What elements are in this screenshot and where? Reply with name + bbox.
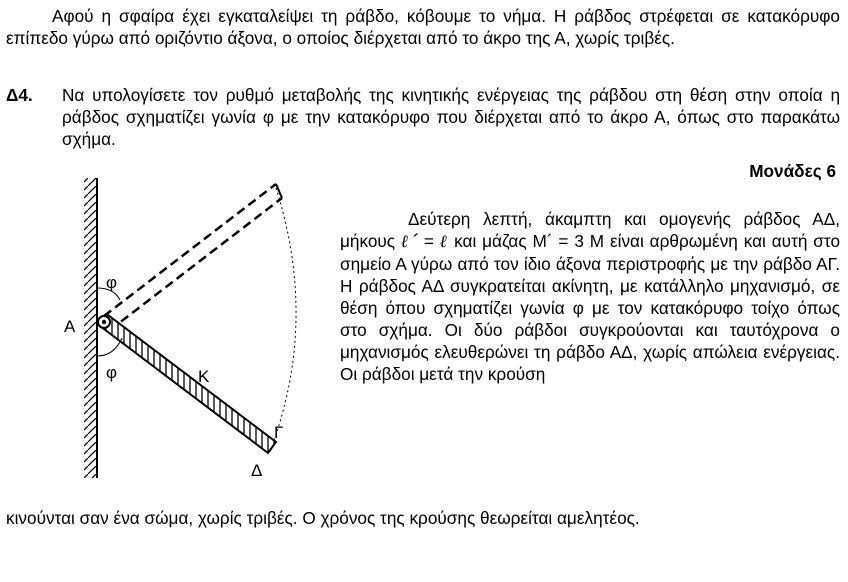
label-Delta: Δ (251, 461, 263, 480)
dashed-rod-end (276, 184, 282, 198)
question-text: Να υπολογίσετε τον ρυθμό μεταβολής της κινητικής ενέργειας της ράβδου στη θέση στην οποία η ράβδος σχηματίζει γωνία φ με την κατακόρυφο που διέρχεται από το άκρο Α, όπως στο παρακάτω σχήμα. (62, 85, 840, 149)
question-label: Δ4. (6, 85, 33, 105)
label-A: Α (64, 317, 76, 336)
pivot-center (102, 320, 106, 324)
description-part-2: και μάζας Μ´ = 3 Μ είναι αρθρωμένη και αυτή στο σημείο Α γύρω από τον ίδιο άξονα περιστροφής με την ράβδο ΑΓ. Η ράβδος ΑΔ συγκρατείται ακίνητη, με κατάλληλο μηχανισμό, σε θέση όπου σχηματίζει γωνία φ με τον κατακόρυφο τοίχο όπως στο σχήμα. Οι δύο ράβδοι συγκρούονται και ταυτόχρονα ο μηχανισμός ελευθερώνει τη ράβδο ΑΔ, χωρίς απώλεια ενέργειας. Οι ράβδοι μετά την κρούση (340, 231, 841, 384)
label-K: Κ (198, 367, 210, 386)
trajectory-arc (272, 188, 296, 446)
rods-diagram (0, 170, 330, 490)
ell-prime-symbol: ℓ´ (400, 232, 419, 252)
rods-figure (0, 170, 330, 495)
description-paragraph (340, 208, 840, 385)
marks-label: Μονάδες 6 (749, 161, 836, 181)
label-phi-lower: φ (106, 363, 118, 382)
wall-hatching (84, 178, 97, 478)
dashed-rod-upper-edge (104, 184, 276, 316)
closing-paragraph: κινούνται σαν ένα σώμα, χωρίς τριβές. Ο χρόνος της κρούσης θεωρείται αμελητέος. (6, 508, 640, 528)
dashed-rod-lower-edge (110, 198, 282, 330)
equals-sign: = (418, 231, 440, 251)
description-part-1: Δεύτερη λεπτή, άκαμπτη και ομογενής ράβδος ΑΔ, μήκους (340, 209, 840, 251)
label-Gamma: Γ (274, 423, 284, 442)
intro-paragraph: Αφού η σφαίρα έχει εγκαταλείψει τη ράβδο, κόβουμε το νήμα. Η ράβδος στρέφεται σε κατακόρυφο επίπεδο γύρω από οριζόντιο άξονα, ο οποίος διέρχεται από το άκρο της Α, χωρίς τριβές. (6, 6, 840, 48)
label-phi-upper: φ (106, 273, 118, 292)
ell-symbol: ℓ (439, 232, 449, 252)
